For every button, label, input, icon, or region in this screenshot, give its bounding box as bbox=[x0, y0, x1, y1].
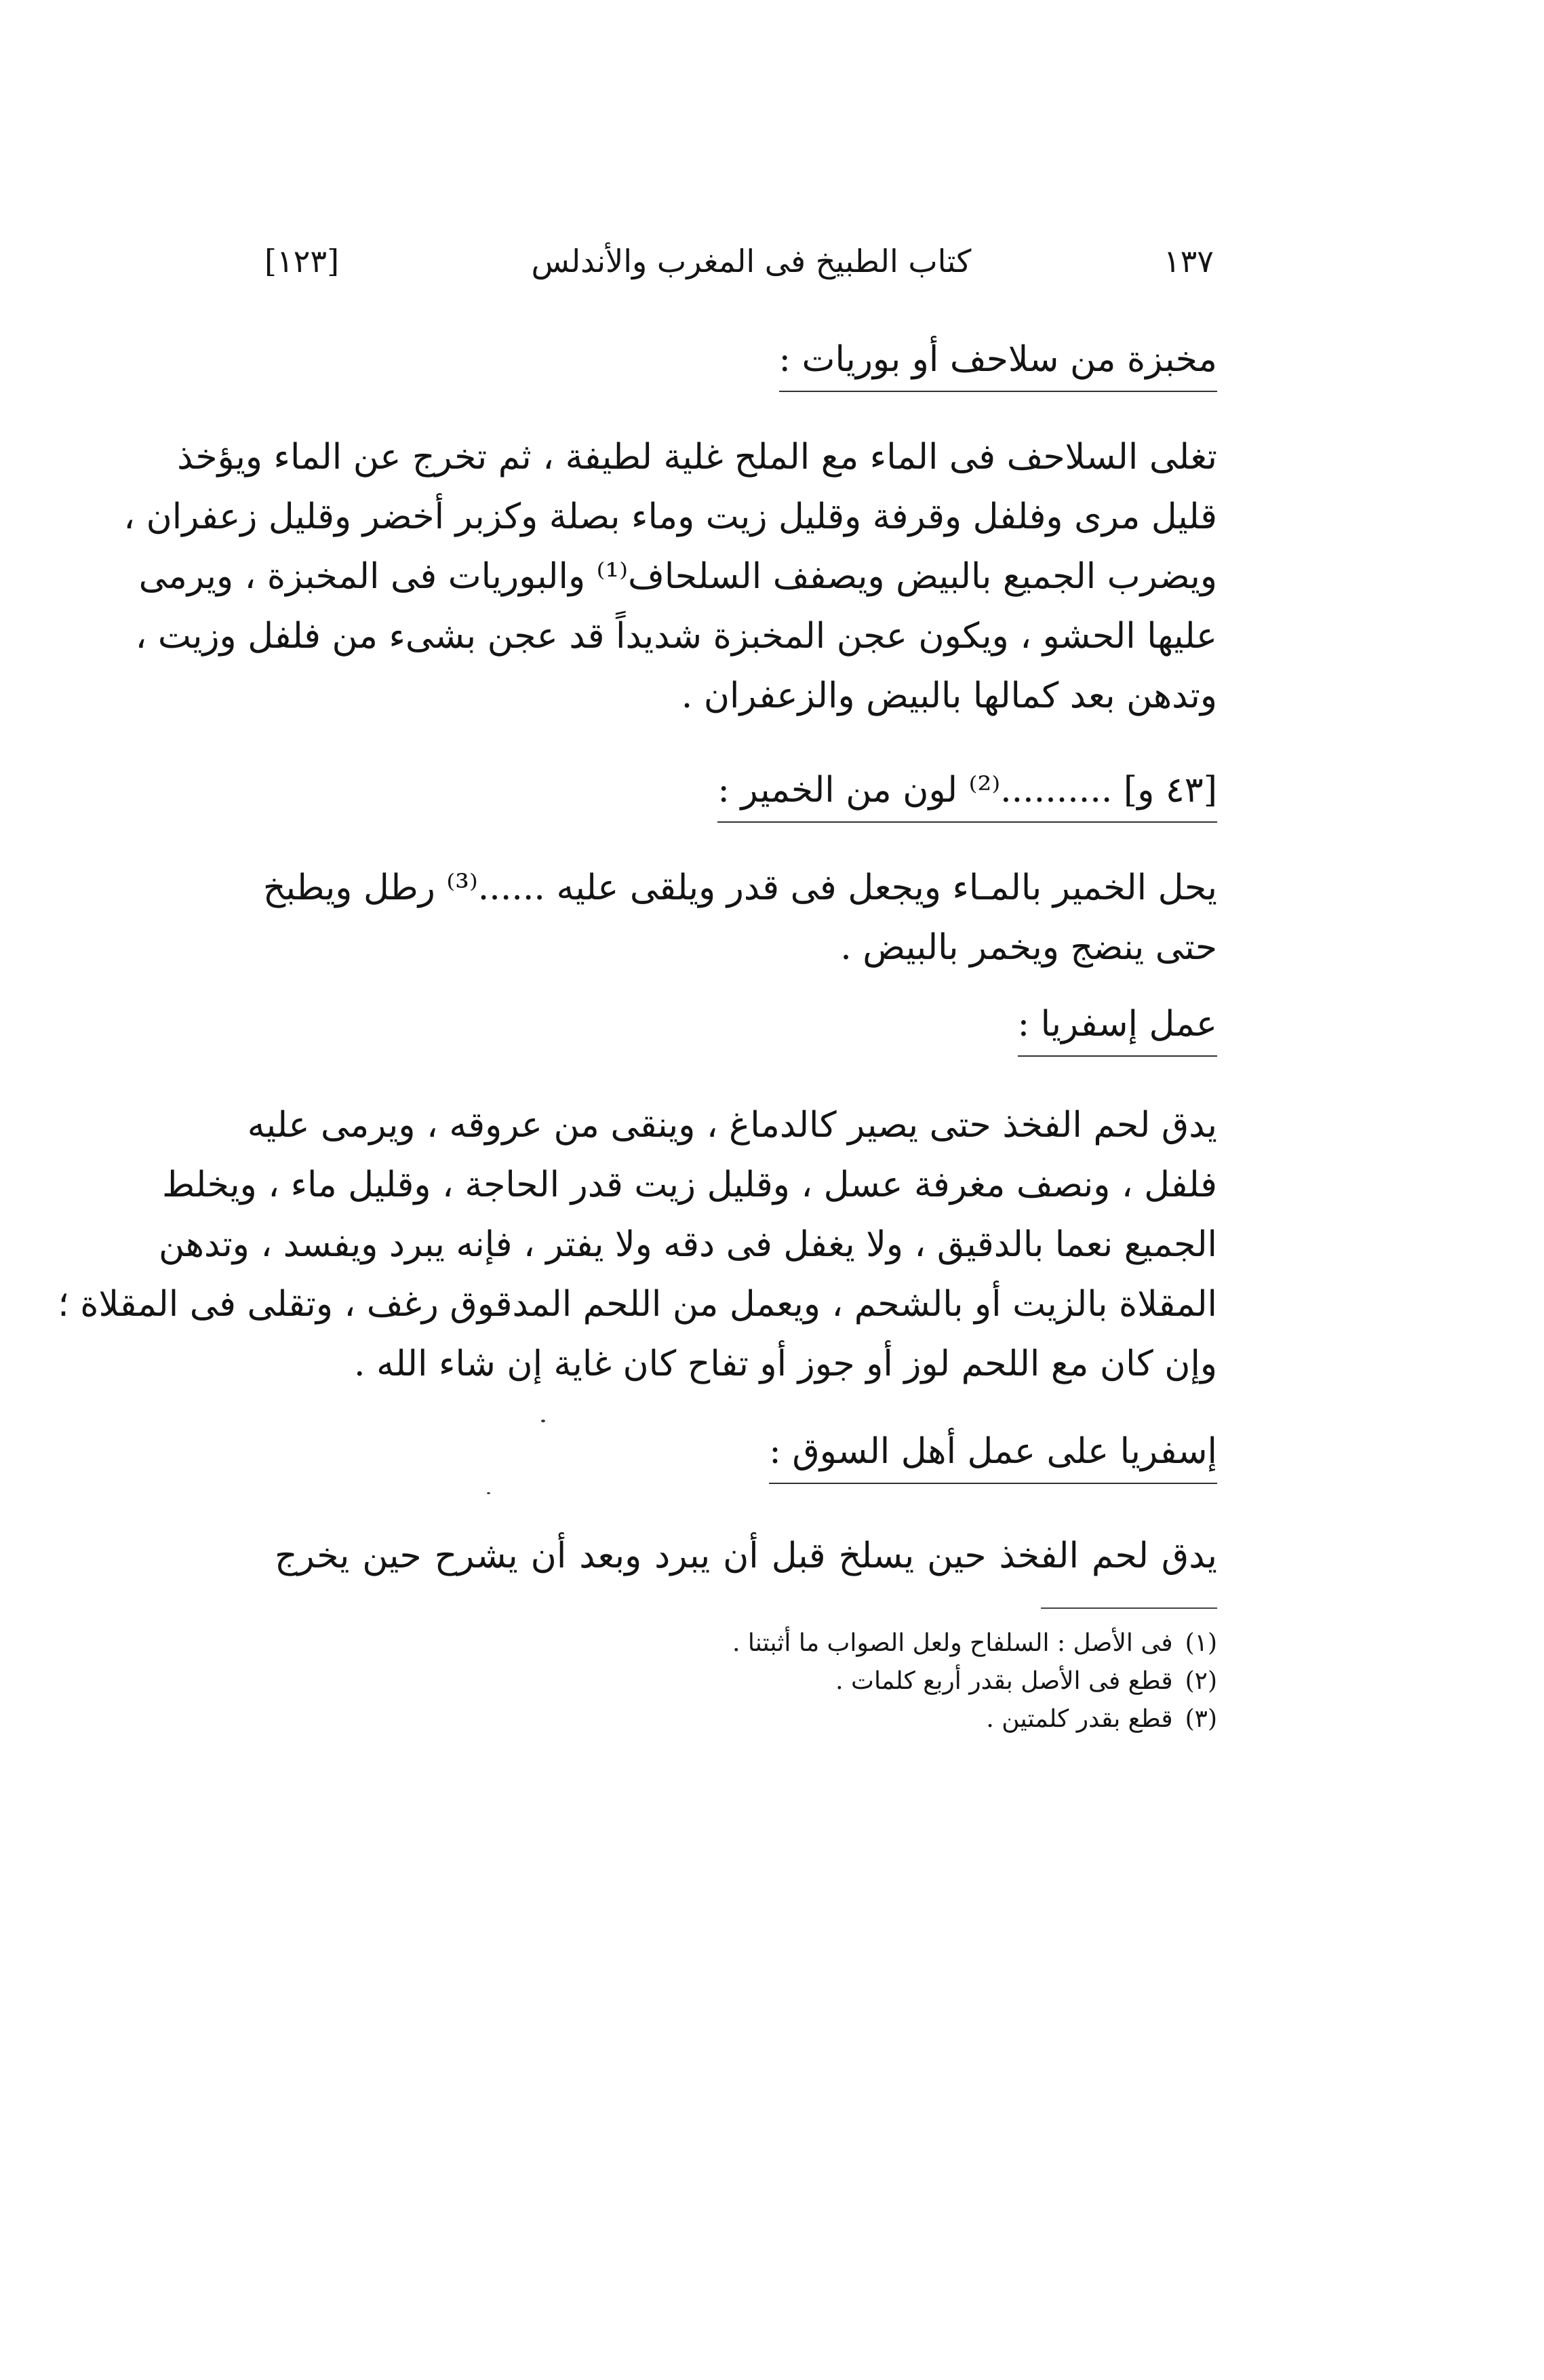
heading-underline bbox=[779, 391, 1218, 392]
page-number: ١٣٧ bbox=[1163, 243, 1214, 279]
text-line: يحل الخمير بالمـاء ويجعل فى قدر ويلقى عليه ......⁽³⁾ رطل ويطبخ bbox=[262, 867, 1217, 908]
footnote-text: فى الأصل : السلفاح ولعل الصواب ما أثبتنا . bbox=[732, 1629, 1173, 1657]
section-heading: مخبزة من سلاحف أو بوريات : bbox=[779, 332, 1218, 387]
footnote-number: (٣) bbox=[1185, 1705, 1217, 1733]
text-line: ويضرب الجميع بالبيض ويصفف السلحاف⁽¹⁾ والبوريات فى المخبزة ، ويرمى bbox=[138, 556, 1217, 597]
running-title: كتاب الطبيخ فى المغرب والأندلس bbox=[531, 243, 972, 279]
text-line: فلفل ، ونصف مغرفة عسل ، وقليل زيت قدر الحاجة ، وقليل ماء ، ويخلط bbox=[162, 1165, 1217, 1205]
text-line: يدق لحم الفخذ حتى يصير كالدماغ ، وينقى من عروقه ، ويرمى عليه bbox=[247, 1105, 1217, 1146]
footnote-separator bbox=[1041, 1607, 1217, 1609]
recipe-paragraph bbox=[262, 858, 1217, 977]
footnote-text: قطع بقدر كلمتين . bbox=[986, 1705, 1173, 1733]
footnote-number: (٢) bbox=[1185, 1667, 1217, 1695]
text-line: الجميع نعما بالدقيق ، ولا يغفل فى دقه ولا يفتر ، فإنه يبرد ويفسد ، وتدهن bbox=[159, 1224, 1217, 1265]
text-line: قليل مرى وفلفل وقرفة وقليل زيت وماء بصلة وكزبر أخضر وقليل زعفران ، bbox=[123, 496, 1217, 537]
recipe-paragraph bbox=[275, 1526, 1217, 1586]
footnote bbox=[475, 1624, 1217, 1662]
scan-speck bbox=[541, 1420, 545, 1422]
scan-speck bbox=[487, 1492, 490, 1494]
section-heading: إسفريا على عمل أهل السوق : bbox=[769, 1424, 1217, 1479]
text-line: حتى ينضج ويخمر بالبيض . bbox=[840, 927, 1217, 968]
heading-underline bbox=[769, 1483, 1217, 1484]
text-line: يدق لحم الفخذ حين يسلخ قبل أن يبرد وبعد أن يشرح حين يخرج bbox=[275, 1536, 1217, 1576]
running-header bbox=[264, 234, 1214, 288]
bracketed-page-number: [١٢٣] bbox=[264, 243, 340, 279]
text-line: تغلى السلاحف فى الماء مع الملح غلية لطيفة ، ثم تخرج عن الماء ويؤخذ bbox=[177, 437, 1217, 477]
footnote bbox=[475, 1700, 1217, 1738]
recipe-paragraph bbox=[123, 427, 1217, 726]
text-line: المقلاة بالزيت أو بالشحم ، ويعمل من اللحم المدقوق رغف ، وتقلى فى المقلاة ؛ bbox=[58, 1284, 1217, 1325]
heading-underline bbox=[1018, 1055, 1217, 1057]
text-line: وتدهن بعد كمالها بالبيض والزعفران . bbox=[681, 676, 1217, 716]
text-line: وإن كان مع اللحم لوز أو جوز أو تفاح كان غاية إن شاء الله . bbox=[354, 1344, 1217, 1384]
footnotes bbox=[475, 1624, 1217, 1738]
text-line: عليها الحشو ، ويكون عجن المخبزة شديداً قد عجن بشىء من فلفل وزيت ، bbox=[135, 616, 1217, 657]
section-heading: عمل إسفريا : bbox=[1018, 997, 1217, 1051]
footnote-text: قطع فى الأصل بقدر أربع كلمات . bbox=[835, 1667, 1173, 1695]
footnote-number: (١) bbox=[1185, 1629, 1217, 1657]
recipe-paragraph bbox=[58, 1095, 1217, 1394]
section-heading: [٤٣ و] ..........⁽²⁾ لون من الخمير : bbox=[717, 763, 1217, 817]
heading-underline bbox=[717, 821, 1217, 823]
footnote bbox=[475, 1662, 1217, 1700]
